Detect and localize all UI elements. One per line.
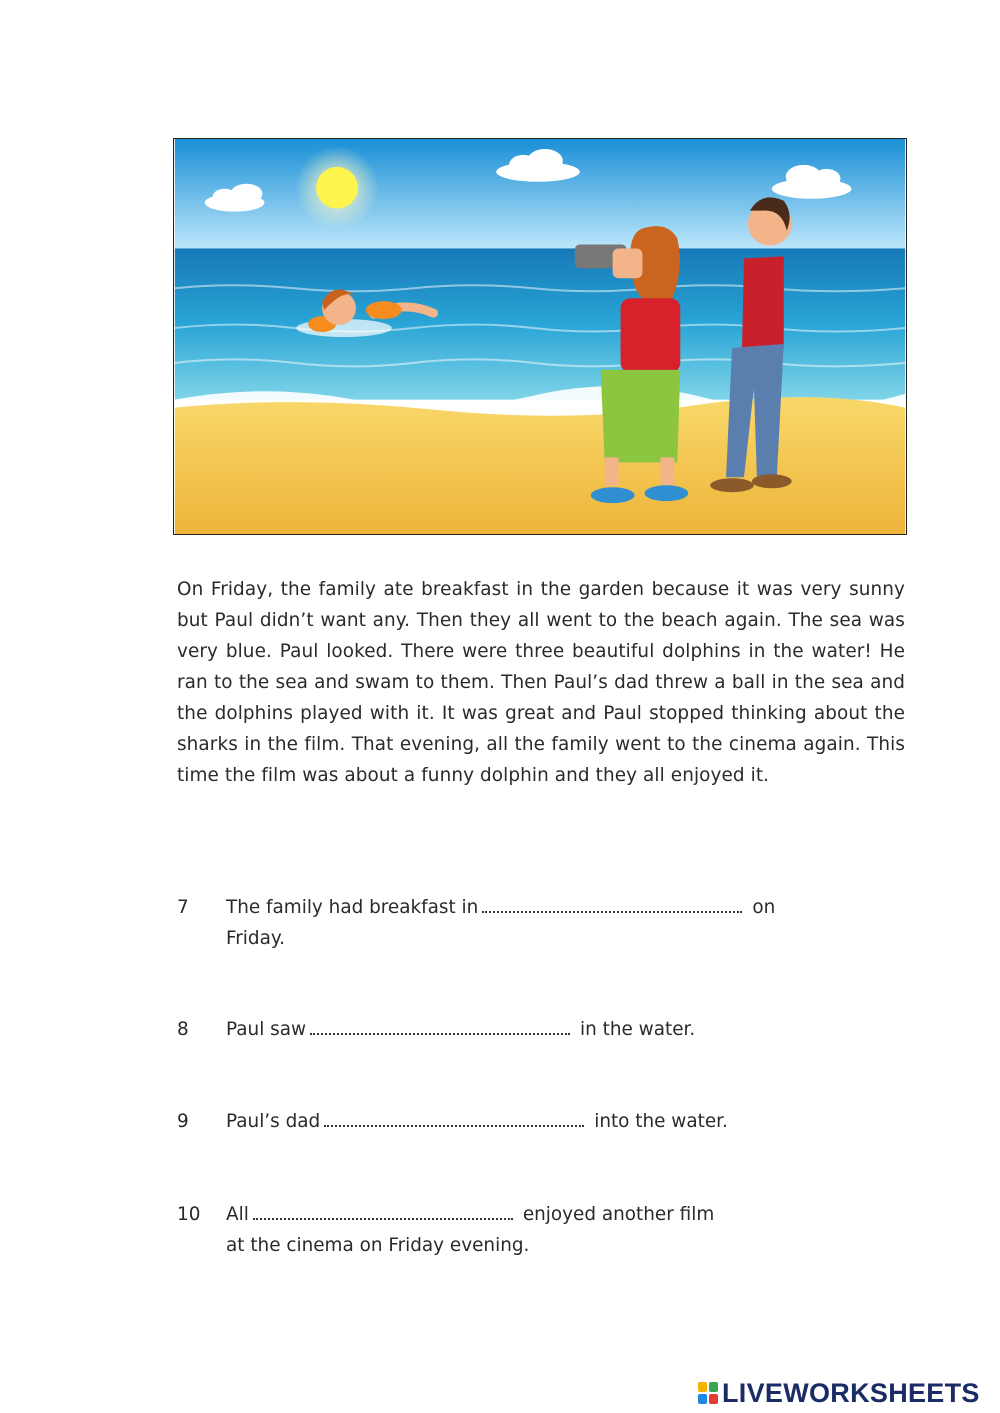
question-number: 7 <box>177 897 189 918</box>
question-7 <box>177 892 817 954</box>
logo-square-icon <box>698 1382 707 1392</box>
liveworksheets-icon <box>698 1382 718 1404</box>
question-text-after: into the water. <box>594 1111 728 1132</box>
question-text-before: Paul saw <box>226 1019 307 1040</box>
question-text-after: enjoyed another film <box>522 1204 715 1225</box>
answer-blank-9[interactable] <box>324 1109 584 1127</box>
liveworksheets-logo[interactable] <box>698 1376 980 1410</box>
beach-illustration <box>173 138 907 535</box>
question-text-before: Paul’s dad <box>226 1111 321 1132</box>
question-text-line2: at the cinema on Friday evening. <box>226 1235 530 1256</box>
answer-blank-7[interactable] <box>482 895 742 913</box>
question-number: 9 <box>177 1111 189 1132</box>
logo-square-icon <box>709 1394 718 1404</box>
question-text-after: in the water. <box>580 1019 696 1040</box>
question-text-before: The family had breakfast in <box>226 897 479 918</box>
question-number: 10 <box>177 1204 201 1225</box>
logo-square-icon <box>709 1382 718 1392</box>
question-text-line2: Friday. <box>226 928 285 949</box>
question-8 <box>177 1014 817 1045</box>
story-paragraph: On Friday, the family ate breakfast in the garden because it was very sunny but Paul didn’t want any. Then they all went to the beach again. The sea was very blue. Paul looked. There were three beautiful dolphins in the water! He ran to the sea and swam to them. Then Paul’s dad threw a ball in the sea and the dolphins played with it. It was great and Paul stopped thinking about the sharks in the film. That evening, all the family went to the cinema again. This time the film was about a funny dolphin and they all enjoyed it. <box>177 579 905 786</box>
question-9 <box>177 1106 817 1137</box>
logo-square-icon <box>698 1394 707 1404</box>
question-10 <box>177 1199 817 1261</box>
question-number: 8 <box>177 1019 189 1040</box>
beach-scene-image <box>174 139 906 534</box>
answer-blank-10[interactable] <box>253 1202 513 1220</box>
question-text-after: on <box>752 897 776 918</box>
question-text-before: All <box>226 1204 249 1225</box>
brand-name: LIVEWORKSHEETS <box>722 1377 980 1408</box>
answer-blank-8[interactable] <box>310 1017 570 1035</box>
